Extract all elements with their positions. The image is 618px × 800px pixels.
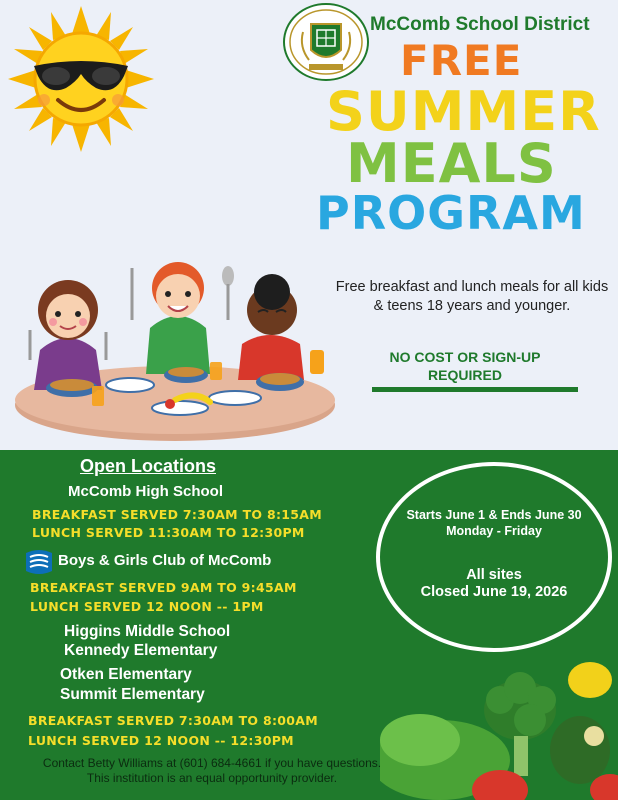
locations-heading: Open Locations	[80, 456, 217, 476]
group1-lunch-time: LUNCH SERVED 11:30AM TO 12:30PM	[32, 525, 305, 540]
title-free: FREE	[400, 36, 523, 85]
vegetables-illustration	[380, 640, 618, 800]
group3-breakfast-time: BREAKFAST SERVED 7:30AM TO 8:00AM	[28, 713, 318, 728]
schedule-dates: Starts June 1 & Ends June 30	[406, 508, 582, 522]
contact-line: Contact Betty Williams at (601) 684-4661 if you have questions.	[42, 756, 382, 770]
group1-breakfast-time: BREAKFAST SERVED 7:30AM TO 8:15AM	[32, 507, 322, 522]
site-kennedy-elementary: Kennedy Elementary	[64, 642, 218, 659]
district-seal-icon	[281, 2, 371, 82]
kids-eating-illustration	[10, 240, 335, 450]
group3-lunch-time: LUNCH SERVED 12 NOON -- 12:30PM	[28, 733, 294, 748]
district-name: McComb School District	[370, 14, 590, 35]
site-boys-girls-club: Boys & Girls Club of McComb	[58, 552, 272, 569]
site-higgins-middle: Higgins Middle School	[64, 623, 231, 640]
group2-lunch-time: LUNCH SERVED 12 NOON -- 1PM	[30, 599, 264, 614]
title-summer: SUMMER	[326, 80, 601, 143]
title-program: PROGRAM	[316, 186, 586, 240]
closed-date: Closed June 19, 2026	[420, 584, 568, 600]
site-mccomb-high: McComb High School	[68, 483, 223, 500]
schedule-days: Monday - Friday	[446, 524, 542, 538]
site-summit-elementary: Summit Elementary	[60, 686, 205, 703]
site-otken-elementary: Otken Elementary	[60, 666, 192, 683]
no-cost-notice: NO COST OR SIGN-UP REQUIRED	[389, 349, 541, 383]
group2-breakfast-time: BREAKFAST SERVED 9AM TO 9:45AM	[30, 580, 297, 595]
closed-line1: All sites	[466, 567, 522, 583]
divider-rule	[372, 387, 578, 392]
title-meals: MEALS	[346, 132, 557, 195]
program-tagline: Free breakfast and lunch meals for all kids & teens 18 years and younger.	[335, 279, 609, 314]
sun-sunglasses-icon	[6, 4, 156, 154]
locations-section	[0, 450, 618, 800]
schedule-circle	[376, 462, 612, 652]
contact-info	[12, 756, 412, 786]
boys-girls-club-logo-icon	[22, 547, 56, 577]
equal-opportunity-statement: This institution is an equal opportunity provider.	[86, 771, 338, 785]
